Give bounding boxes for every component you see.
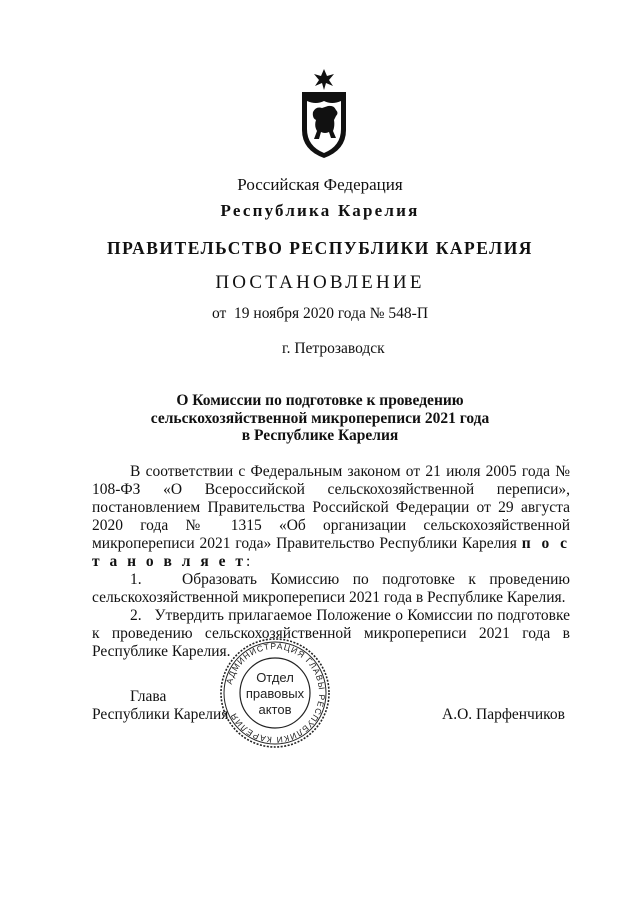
resolves-colon: : xyxy=(246,553,251,570)
resolves-word: п о с т а н о в л я е т xyxy=(92,535,570,570)
stamp-line-3: актов xyxy=(258,702,292,717)
republic-name: Республика Карелия xyxy=(220,201,420,220)
country-name: Российская Федерация xyxy=(237,175,403,194)
stamp-line-2: правовых xyxy=(245,686,305,701)
karelia-coat-of-arms-icon xyxy=(298,68,350,160)
stamp-line-1: Отдел xyxy=(256,670,294,685)
city-name: г. Петрозаводск xyxy=(282,340,385,357)
preamble-text: В соответствии с Федеральным законом от 21 июля 2005 года № 108-ФЗ «О Всероссийской сельскохозяйственной переписи», постановлением Правительства Российской Федерации от 29 августа 2020 года № 1315 «Об организации сельскохозяйственной микропереписи 2021 года» Правительство Республики Карелия xyxy=(92,463,570,552)
item-2: 2. Утвердить прилагаемое Положение о Комиссии по подготовке к проведению сельскохозяйственной микропереписи 2021 года в Республике Карелия. xyxy=(92,607,574,660)
government-title: ПРАВИТЕЛЬСТВО РЕСПУБЛИКИ КАРЕЛИЯ xyxy=(107,238,533,258)
signatory-name: А.О. Парфенчиков xyxy=(442,706,565,723)
item-1: 1. Образовать Комиссию по подготовке к проведению сельскохозяйственной микропереписи 2021 года в Республике Карелия. xyxy=(92,571,574,606)
subject-line-2: сельскохозяйственной микропереписи 2021 года xyxy=(150,409,490,427)
document-subject xyxy=(150,392,490,445)
subject-line-1: О Комиссии по подготовке к проведению xyxy=(176,392,464,409)
document-type: ПОСТАНОВЛЕНИЕ xyxy=(215,272,425,293)
signatory-title-line-1: Глава xyxy=(130,688,167,705)
subject-line-3: в Республике Карелия xyxy=(241,427,399,444)
official-stamp-icon xyxy=(218,636,332,750)
preamble-paragraph xyxy=(92,463,570,571)
signatory-title xyxy=(92,688,228,724)
document-body xyxy=(92,463,574,661)
stamp-ring-text: АДМИНИСТРАЦИЯ ГЛАВЫ РЕСПУБЛИКИ КАРЕЛИЯ xyxy=(223,640,328,746)
signatory-title-line-2: Республики Карелия xyxy=(92,706,229,723)
date-line: от 19 ноября 2020 года № 548-П xyxy=(211,305,429,322)
